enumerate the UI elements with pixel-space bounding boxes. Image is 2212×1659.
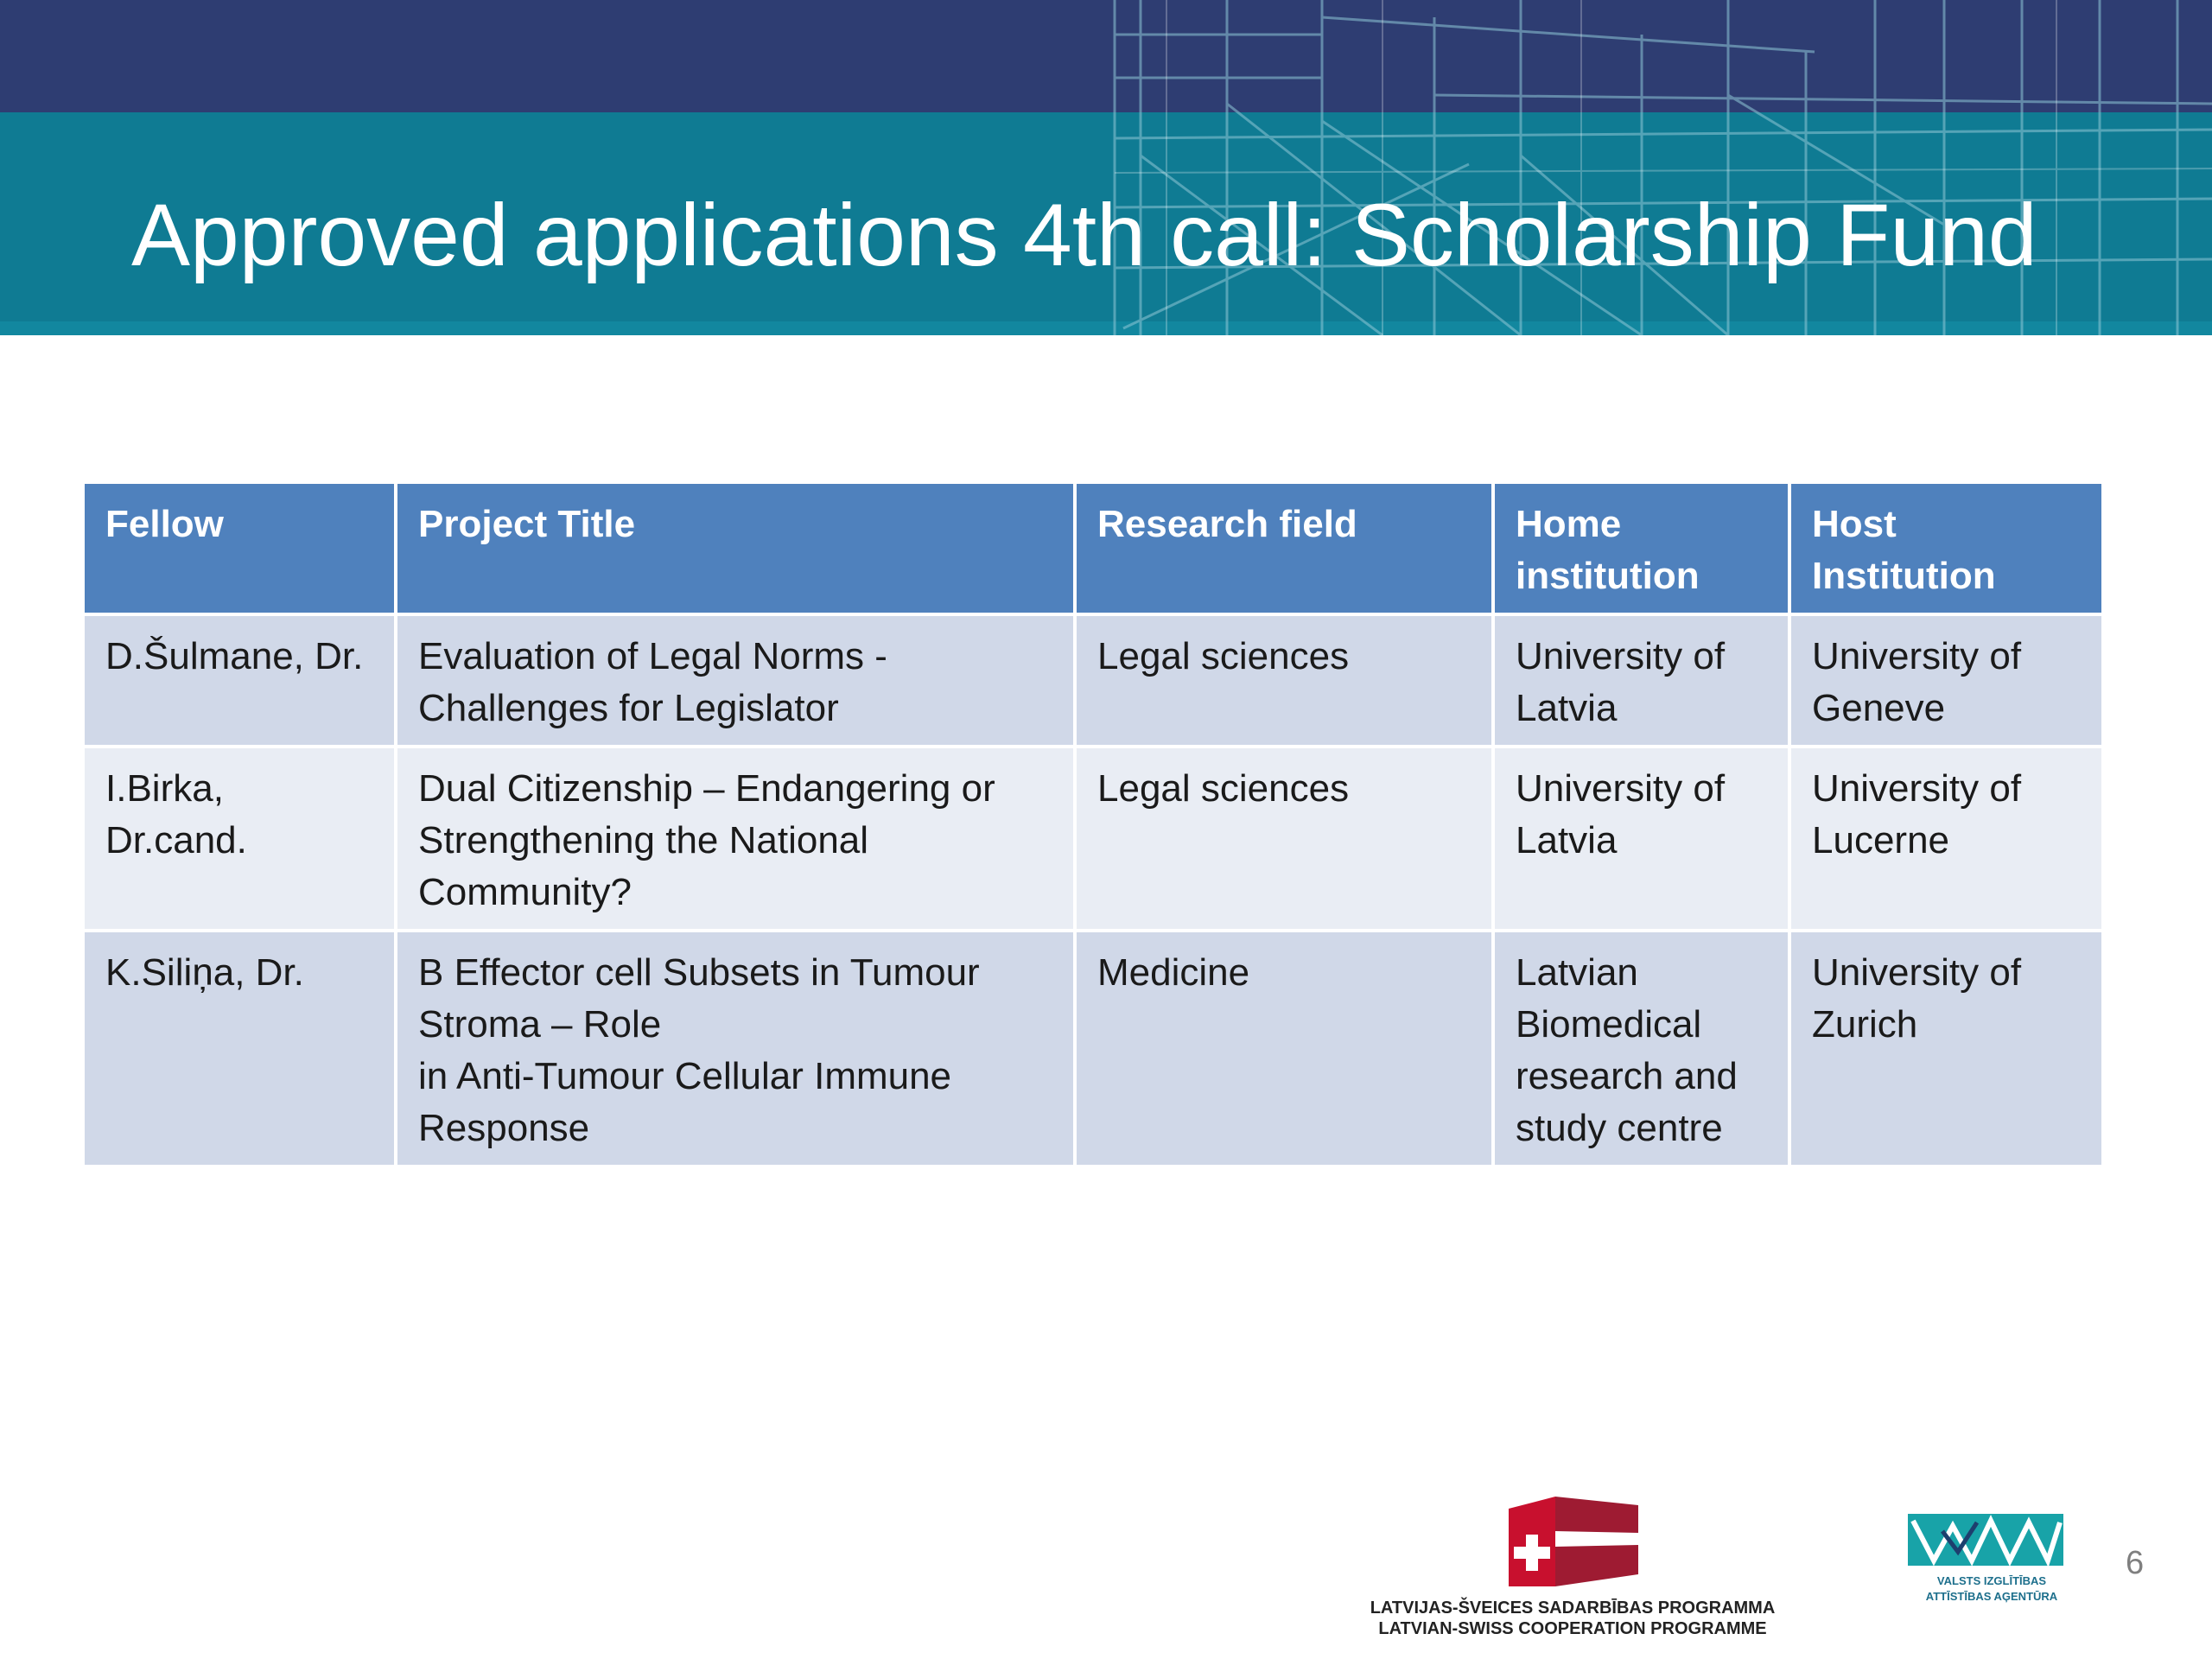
cell-project-title: B Effector cell Subsets in Tumour Stroma – Role in Anti-Tumour Cellular Immune Response [396,931,1075,1166]
table-row [83,747,2103,931]
cell-project-title: Evaluation of Legal Norms - Challenges for Legislator [396,614,1075,747]
flag-emblem-icon [1365,1493,1780,1595]
cell-project-title: Dual Citizenship – Endangering or Strengthening the National Community? [396,747,1075,931]
slide-title: Approved applications 4th call: Scholarship Fund [131,186,2037,284]
cell-home-institution: University of Latvia [1493,614,1789,747]
cell-fellow: I.Birka, Dr.cand. [83,747,396,931]
page-number: 6 [2126,1545,2145,1581]
header-host-institution: Host Institution [1789,482,2103,614]
cell-research-field: Legal sciences [1075,614,1493,747]
agency-logo-line1: VALSTS IZGLĪTĪBAS [1936,1574,2047,1587]
cooperation-logo-line1: LATVIJAS-ŠVEICES SADARBĪBAS PROGRAMMA [1370,1599,1776,1618]
table-header-row [83,482,2103,614]
cooperation-logo-line2: LATVIAN-SWISS COOPERATION PROGRAMME [1378,1619,1767,1638]
cell-home-institution: Latvian Biomedical research and study centre [1493,931,1789,1166]
viaa-emblem-icon [1908,1514,2063,1569]
table-row [83,931,2103,1166]
cell-fellow: D.Šulmane, Dr. [83,614,396,747]
cell-host-institution: University of Zurich [1789,931,2103,1166]
title-banner [0,0,2212,335]
latvian-swiss-cooperation-logo [1365,1493,1780,1638]
cell-host-institution: University of Geneve [1789,614,2103,747]
state-education-agency-logo [1901,1514,2091,1609]
cell-research-field: Legal sciences [1075,747,1493,931]
header-fellow: Fellow [83,482,396,614]
table-row [83,614,2103,747]
cell-research-field: Medicine [1075,931,1493,1166]
scholarship-table [81,480,2105,1168]
cell-home-institution: University of Latvia [1493,747,1789,931]
cell-fellow: K.Siliņa, Dr. [83,931,396,1166]
header-research-field: Research field [1075,482,1493,614]
header-project-title: Project Title [396,482,1075,614]
cell-host-institution: University of Lucerne [1789,747,2103,931]
header-home-institution: Home institution [1493,482,1789,614]
agency-logo-line2: ATTĪSTĪBAS AĢENTŪRA [1925,1590,2058,1603]
